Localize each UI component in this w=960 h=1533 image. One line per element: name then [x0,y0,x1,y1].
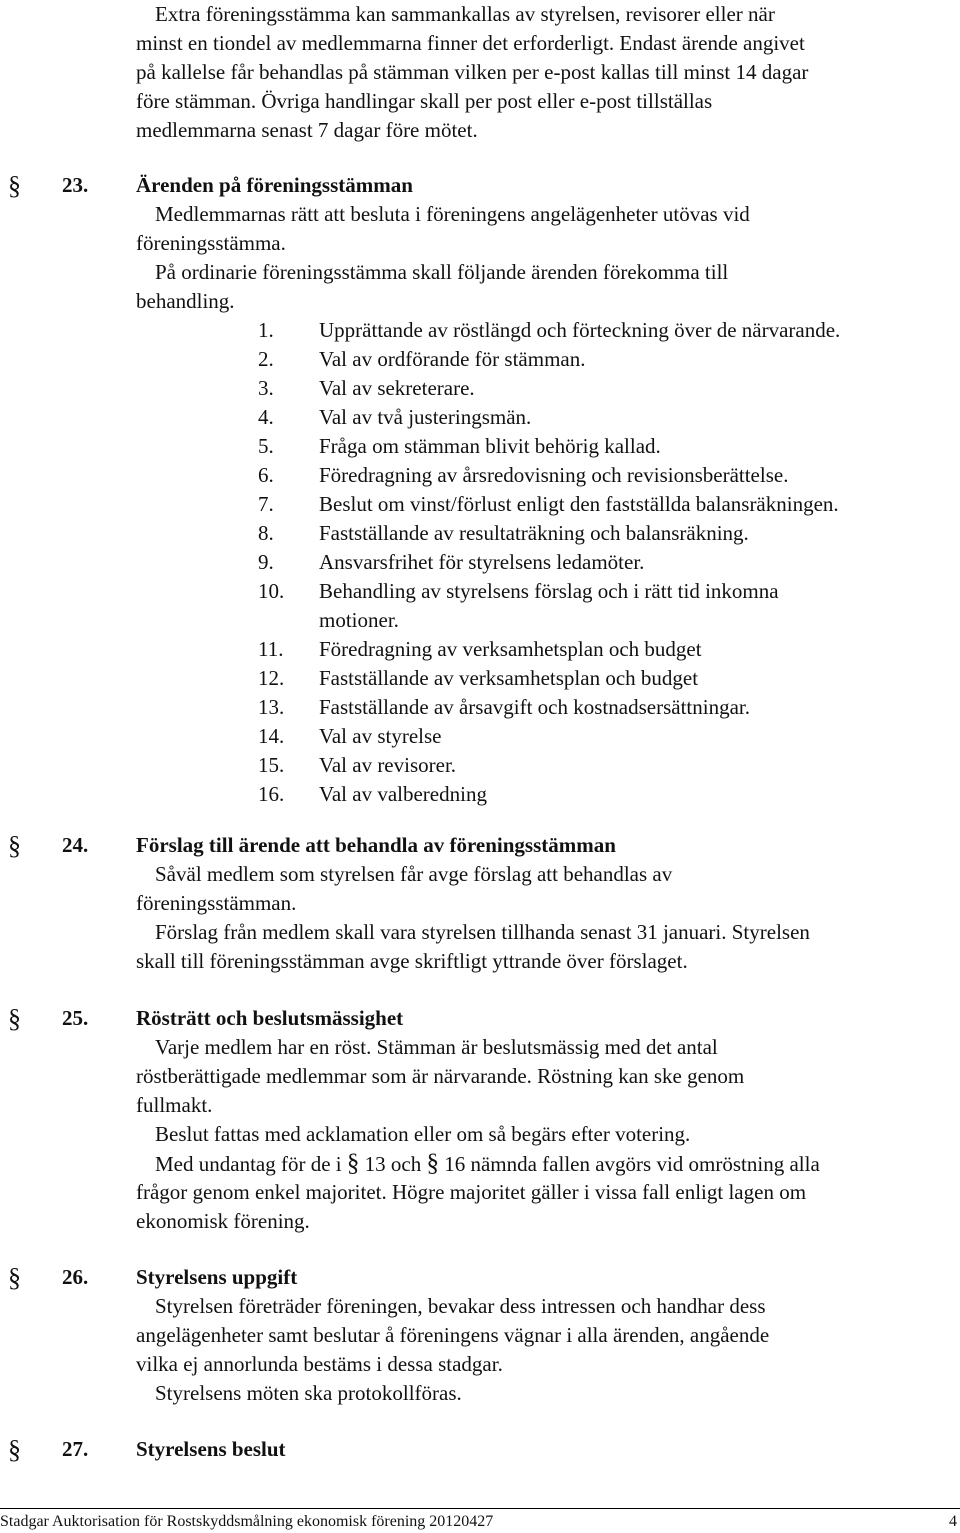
list-item-text: Val av sekreterare. [319,376,475,400]
section-symbol: § [8,1263,21,1292]
list-item-text: Fastställande av resultaträkning och balansräkning. [319,521,749,545]
list-item-text: Upprättande av röstlängd och förteckning över de närvarande. [319,318,841,342]
text-fragment: 16 nämnda fallen avgörs vid omröstning alla [438,1152,820,1176]
list-item-number: 4. [258,405,274,429]
paragraph-line: Såväl medlem som styrelsen får avge förslag att behandlas av [155,862,673,886]
list-item-text: Ansvarsfrihet för styrelsens ledamöter. [319,550,645,574]
section-heading: Rösträtt och beslutsmässighet [136,1006,404,1030]
section-number: 27. [62,1437,89,1461]
footer-title: Stadgar Auktorisation för Rostskyddsmålning ekonomisk förening 20120427 [0,1513,494,1530]
section-number: 23. [62,173,89,197]
paragraph-line: vilka ej annorlunda bestäms i dessa stadgar. [136,1352,503,1376]
list-item-number: 3. [258,376,274,400]
list-item-number: 7. [258,492,274,516]
section-number: 24. [62,833,89,857]
text-fragment: Med undantag för de i [155,1152,347,1176]
paragraph-line: Beslut fattas med acklamation eller om så begärs efter votering. [155,1122,691,1146]
intro-line-2: minst en tiondel av medlemmarna finner det erforderligt. Endast ärende angivet [136,31,805,55]
paragraph-line: Varje medlem har en röst. Stämman är beslutsmässig med det antal [155,1035,718,1059]
list-item-number: 11. [258,637,284,661]
intro-line-5: medlemmarna senast 7 dagar före mötet. [136,118,478,142]
section-symbol: § [8,1435,21,1464]
list-item-text: Fråga om stämman blivit behörig kallad. [319,434,661,458]
list-item-number: 8. [258,521,274,545]
list-item-number: 5. [258,434,274,458]
text-fragment: 13 och [359,1152,427,1176]
paragraph-line: Förslag från medlem skall vara styrelsen tillhanda senast 31 januari. Styrelsen [155,920,810,944]
list-item-text: Beslut om vinst/förlust enligt den fastställda balansräkningen. [319,492,839,516]
list-item-text: Fastställande av verksamhetsplan och budget [319,666,699,690]
section-heading: Ärenden på föreningsstämman [136,173,413,197]
list-item-text: Val av revisorer. [319,753,457,777]
section-symbol-inline: § [426,1150,439,1177]
intro-line-3: på kallelse får behandlas på stämman vilken per e-post kallas till minst 14 dagar [136,60,809,84]
list-item-text: Föredragning av verksamhetsplan och budget [319,637,702,661]
section-symbol: § [8,831,21,860]
paragraph-line: skall till föreningsstämman avge skriftligt yttrande över förslaget. [136,949,688,973]
section-heading: Förslag till ärende att behandla av föreningsstämman [136,833,616,857]
intro-line-4: före stämman. Övriga handlingar skall per post eller e-post tillställas [136,89,713,113]
section-symbol: § [8,171,21,200]
list-item-number: 1. [258,318,274,342]
paragraph-line: Styrelsens möten ska protokollföras. [155,1381,462,1405]
section-symbol-inline: § [346,1150,360,1177]
list-item-text-continued: motioner. [319,608,399,632]
list-item-number: 13. [258,695,285,719]
paragraph-line: Styrelsen företräder föreningen, bevakar dess intressen och handhar dess [155,1294,766,1318]
list-item-text: Val av styrelse [319,724,442,748]
paragraph-line: fullmakt. [136,1093,213,1117]
paragraph-line: frågor genom enkel majoritet. Högre majoritet gäller i vissa fall enligt lagen om [136,1180,807,1204]
intro-line-1: Extra föreningsstämma kan sammankallas av styrelsen, revisorer eller när [155,2,775,26]
page-number: 4 [949,1513,957,1530]
paragraph-line: På ordinarie föreningsstämma skall följande ärenden förekomma till [155,260,729,284]
list-item-text: Behandling av styrelsens förslag och i rätt tid inkomna [319,579,779,603]
paragraph-line: Medlemmarnas rätt att besluta i föreningens angelägenheter utövas vid [155,202,750,226]
section-heading: Styrelsens beslut [136,1437,286,1461]
list-item-number: 14. [258,724,285,748]
paragraph-line: ekonomisk förening. [136,1209,310,1233]
list-item-number: 9. [258,550,274,574]
section-number: 25. [62,1006,89,1030]
list-item-number: 6. [258,463,274,487]
list-item-text: Fastställande av årsavgift och kostnadsersättningar. [319,695,750,719]
section-number: 26. [62,1265,89,1289]
list-item-number: 10. [258,579,285,603]
list-item-text: Val av två justeringsmän. [319,405,532,429]
section-heading: Styrelsens uppgift [136,1265,298,1289]
paragraph-line: angelägenheter samt beslutar å föreningens vägnar i alla ärenden, angående [136,1323,770,1347]
paragraph-line: röstberättigade medlemmar som är närvarande. Röstning kan ske genom [136,1064,745,1088]
list-item-text: Val av ordförande för stämman. [319,347,586,371]
list-item-text: Val av valberedning [319,782,487,806]
paragraph-line: föreningsstämma. [136,231,286,255]
list-item-number: 12. [258,666,285,690]
page-footer [0,1508,960,1533]
paragraph-line-with-references [155,1149,820,1179]
paragraph-line: föreningsstämman. [136,891,297,915]
list-item-number: 16. [258,782,285,806]
list-item-text: Föredragning av årsredovisning och revisionsberättelse. [319,463,789,487]
section-symbol: § [8,1004,21,1033]
list-item-number: 15. [258,753,285,777]
paragraph-line: behandling. [136,289,235,313]
list-item-number: 2. [258,347,274,371]
